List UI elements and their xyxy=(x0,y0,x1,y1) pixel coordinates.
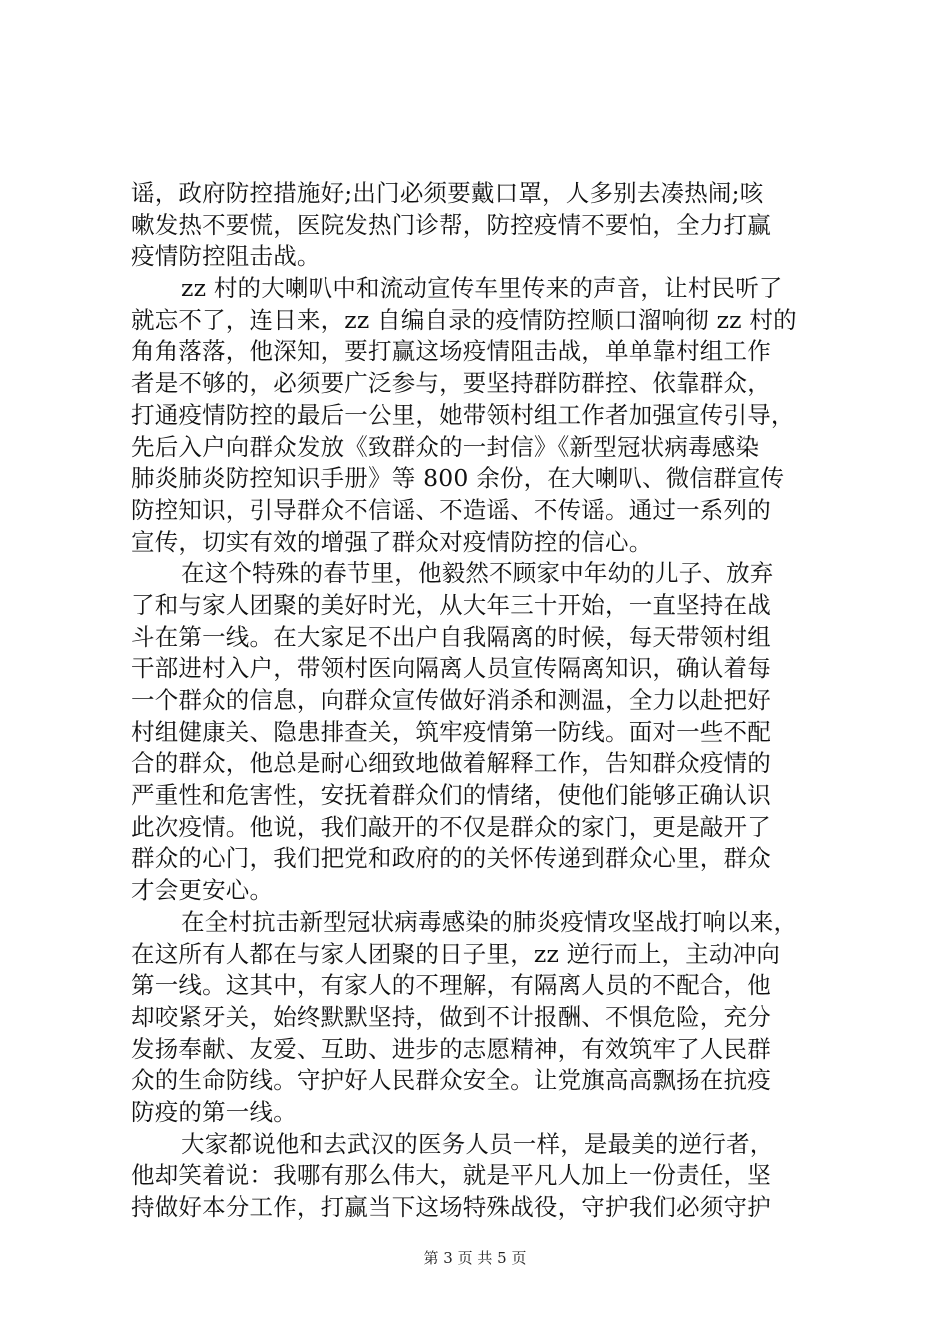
text-line: 严重性和危害性，安抚着群众们的情绪，使他们能够正确认识 xyxy=(131,781,771,810)
text-line: 肺炎肺炎防控知识手册》等 800 余份，在大喇叭、微信群宣传 xyxy=(131,464,785,493)
text-line: 发扬奉献、友爱、互助、进步的志愿精神，有效筑牢了人民群 xyxy=(131,1034,771,1063)
text-line: 在这个特殊的春节里，他毅然不顾家中年幼的儿子、放弃 xyxy=(181,559,774,588)
text-line: 众的生命防线。守护好人民群众安全。让党旗高高飘扬在抗疫 xyxy=(131,1066,771,1095)
text-line: 先后入户向群众发放《致群众的一封信》《新型冠状病毒感染 xyxy=(131,432,760,461)
text-line: 群众的心门，我们把党和政府的的关怀传递到群众心里，群众 xyxy=(131,844,771,873)
text-line: 防控知识，引导群众不信谣、不造谣、不传谣。通过一系列的 xyxy=(131,495,771,524)
text-line: 他却笑着说：我哪有那么伟大，就是平凡人加上一份责任，坚 xyxy=(131,1161,771,1190)
text-line: 在这所有人都在与家人团聚的日子里，zz 逆行而上，主动冲向 xyxy=(131,939,781,968)
text-line: 嗽发热不要慌，医院发热门诊帮，防控疫情不要怕，全力打赢 xyxy=(131,210,771,239)
text-line: 干部进村入户，带领村医向隔离人员宣传隔离知识，确认着每 xyxy=(131,654,771,683)
text-line: 防疫的第一线。 xyxy=(131,1097,297,1126)
page-footer: 第 3 页 共 5 页 xyxy=(423,1249,527,1267)
text-line: 者是不够的，必须要广泛参与，要坚持群防群控、依靠群众， xyxy=(131,369,771,398)
text-line: 打通疫情防控的最后一公里，她带领村组工作者加强宣传引导， xyxy=(131,400,795,429)
text-line: 合的群众，他总是耐心细致地做着解释工作，告知群众疫情的 xyxy=(131,749,771,778)
text-line: 却咬紧牙关，始终默默坚持，做到不计报酬、不惧危险，充分 xyxy=(131,1002,771,1031)
text-line: 大家都说他和去武汉的医务人员一样，是最美的逆行者， xyxy=(181,1129,774,1158)
text-line: 了和与家人团聚的美好时光，从大年三十开始，一直坚持在战 xyxy=(131,590,771,619)
text-line: 就忘不了，连日来，zz 自编自录的疫情防控顺口溜响彻 zz 村的 xyxy=(131,305,797,334)
text-line: 持做好本分工作，打赢当下这场特殊战役，守护我们必须守护 xyxy=(131,1193,771,1221)
text-line: zz 村的大喇叭中和流动宣传车里传来的声音，让村民听了 xyxy=(181,274,783,303)
text-line: 此次疫情。他说，我们敲开的不仅是群众的家门，更是敲开了 xyxy=(131,812,771,841)
text-line: 村组健康关、隐患排查关，筑牢疫情第一防线。面对一些不配 xyxy=(131,717,771,746)
text-line: 一个群众的信息，向群众宣传做好消杀和测温，全力以赴把好 xyxy=(131,686,771,714)
text-line: 角角落落，他深知，要打赢这场疫情阻击战，单单靠村组工作 xyxy=(131,337,771,366)
text-line: 谣，政府防控措施好;出门必须要戴口罩，人多别去凑热闹;咳 xyxy=(131,179,764,207)
text-line: 斗在第一线。在大家足不出户自我隔离的时候，每天带领村组 xyxy=(131,622,771,651)
text-line: 疫情防控阻击战。 xyxy=(131,242,321,271)
text-line: 宣传，切实有效的增强了群众对疫情防控的信心。 xyxy=(131,527,653,556)
text-line: 第一线。这其中，有家人的不理解，有隔离人员的不配合，他 xyxy=(131,971,771,1000)
text-line: 在全村抗击新型冠状病毒感染的肺炎疫情攻坚战打响以来， xyxy=(181,907,798,936)
document-body xyxy=(131,178,831,1224)
text-line: 才会更安心。 xyxy=(131,876,274,905)
